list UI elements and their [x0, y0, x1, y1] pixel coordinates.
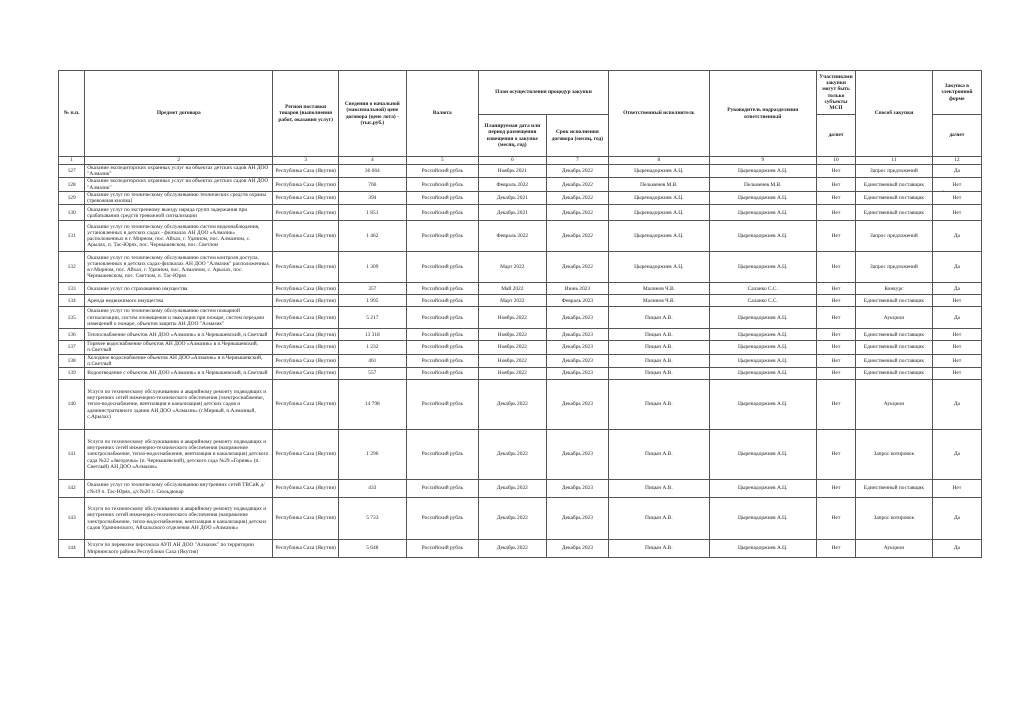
row-electronic: Нет: [932, 191, 981, 204]
row-region: Республика Саха (Якутия): [273, 295, 339, 307]
row-planned-date: Ноябрь 2021: [478, 165, 546, 178]
row-exec-term: Декабрь 2022: [546, 191, 608, 204]
row-planned-date: Декабрь 2022: [478, 480, 546, 498]
header-msp-sub: да/нет: [816, 115, 855, 157]
col-num: 3: [273, 157, 339, 165]
row-electronic: Нет: [932, 205, 981, 221]
row-msp: Нет: [816, 178, 855, 191]
row-head: Цыренадоржиев А.Ц.: [709, 341, 816, 354]
row-msp: Нет: [816, 430, 855, 480]
row-number: 132: [59, 252, 85, 283]
row-region: Республика Саха (Якутия): [273, 498, 339, 540]
row-planned-date: Декабрь 2022: [478, 430, 546, 480]
row-head: Цыренадоржиев А.Ц.: [709, 380, 816, 430]
header-electronic-sub: да/нет: [932, 115, 981, 157]
row-subject: Услуги по техническому обслуживанию и аварийному ремонту подводящих и внутренних сетей инженерно-технического обеспечения (напряжение электроснабжение, тепло-водоснабжение, вентиляция и канализация) детских садов Удачнинского, Айхальского отделения АН ДОО «Алмазик»: [85, 498, 273, 540]
row-method: Единственный поставщик: [856, 191, 933, 204]
row-responsible: Цыренадоржиев А.Ц.: [609, 165, 710, 178]
row-subject: Оказание экспедиторских охранных услуг на объектах детских садов АН ДОО "Алмазик": [85, 165, 273, 178]
row-exec-term: Декабрь 2022: [546, 205, 608, 221]
row-price: 1 296: [338, 430, 406, 480]
row-price: 14 798: [338, 380, 406, 430]
row-msp: Нет: [816, 380, 855, 430]
row-region: Республика Саха (Якутия): [273, 354, 339, 367]
row-responsible: Пельменев М.В.: [609, 178, 710, 191]
row-exec-term: Декабрь 2023: [546, 307, 608, 329]
row-method: Единственный поставщик: [856, 329, 933, 341]
table-row: [59, 380, 982, 430]
row-currency: Российский рубль: [406, 178, 478, 191]
row-electronic: Да: [932, 498, 981, 540]
table-row: [59, 221, 982, 252]
table-row: [59, 329, 982, 341]
row-region: Республика Саха (Якутия): [273, 329, 339, 341]
table-row: [59, 368, 982, 380]
row-responsible: Пицын А.В.: [609, 380, 710, 430]
row-electronic: Нет: [932, 295, 981, 307]
row-subject: Оказание услуг по техническому обслуживанию внутренних сетей ТВСиК д/с№19 п. Тас-Юрях, д/с№20 с. Сюльдюкар: [85, 480, 273, 498]
table-row: [59, 295, 982, 307]
column-numbers-row: [59, 157, 982, 165]
row-price: 5 648: [338, 540, 406, 558]
table-row: [59, 191, 982, 204]
row-method: Единственный поставщик: [856, 341, 933, 354]
table-row: [59, 341, 982, 354]
row-number: 138: [59, 354, 85, 367]
row-region: Республика Саха (Якутия): [273, 283, 339, 295]
row-electronic: Нет: [932, 368, 981, 380]
row-exec-term: Декабрь 2023: [546, 341, 608, 354]
row-planned-date: Ноябрь 2022: [478, 307, 546, 329]
header-method: Способ закупки: [856, 71, 933, 157]
row-exec-term: Декабрь 2023: [546, 354, 608, 367]
row-head: Пельменев М.В.: [709, 178, 816, 191]
table-row: [59, 430, 982, 480]
row-planned-date: Декабрь 2021: [478, 191, 546, 204]
table-row: [59, 498, 982, 540]
row-head: Цыренадоржиев А.Ц.: [709, 354, 816, 367]
row-method: Запрос предложений: [856, 165, 933, 178]
procurement-plan-table: [58, 70, 982, 558]
row-price: 1 462: [338, 221, 406, 252]
row-currency: Российский рубль: [406, 295, 478, 307]
row-method: Аукцион: [856, 380, 933, 430]
row-currency: Российский рубль: [406, 283, 478, 295]
row-subject: Горячее водоснабжение объектов АН ДОО «Алмазик» в п.Чернышевский, п.Светлый: [85, 341, 273, 354]
row-number: 143: [59, 498, 85, 540]
row-number: 130: [59, 205, 85, 221]
row-number: 131: [59, 221, 85, 252]
row-method: Аукцион: [856, 540, 933, 558]
row-region: Республика Саха (Якутия): [273, 307, 339, 329]
row-currency: Российский рубль: [406, 540, 478, 558]
header-exec-term: Срок исполнения договора (месяц, год): [546, 115, 608, 157]
row-responsible: Пицын А.В.: [609, 540, 710, 558]
row-currency: Российский рубль: [406, 380, 478, 430]
row-electronic: Нет: [932, 341, 981, 354]
row-method: Запрос котировок: [856, 430, 933, 480]
row-msp: Нет: [816, 191, 855, 204]
row-number: 135: [59, 307, 85, 329]
col-num: 4: [338, 157, 406, 165]
row-head: Цыренадоржиев А.Ц.: [709, 165, 816, 178]
row-price: 461: [338, 354, 406, 367]
row-msp: Нет: [816, 205, 855, 221]
row-method: Единственный поставщик: [856, 368, 933, 380]
header-planned-date: Планируемая дата или период размещения извещения о закупке (месяц, год): [478, 115, 546, 157]
row-method: Единственный поставщик: [856, 295, 933, 307]
procurement-plan-sheet: [58, 70, 982, 558]
header-price: Сведения о начальной (максимальной) цене договора (цене лота) - (тыс.руб.): [338, 71, 406, 157]
row-currency: Российский рубль: [406, 205, 478, 221]
col-num: 7: [546, 157, 608, 165]
row-head: Саланко С.С.: [709, 283, 816, 295]
header-region: Регион поставки товаров (выполнения работ, оказания услуг): [273, 71, 339, 157]
row-responsible: Пицын А.В.: [609, 354, 710, 367]
row-region: Республика Саха (Якутия): [273, 252, 339, 283]
row-currency: Российский рубль: [406, 368, 478, 380]
table-row: [59, 480, 982, 498]
row-subject: Оказание услуг по техническому обслуживанию систем пожарной сигнализации, систем оповещения и эвакуации при пожаре, систем передачи извещений о пожаре, объектов защиты АН ДОО "Алмазик": [85, 307, 273, 329]
row-subject: Холодное водоснабжение объектов АН ДОО «Алмазик» в п.Чернышевский, п.Светлый: [85, 354, 273, 367]
header-electronic: Закупка в электронной форме: [932, 71, 981, 115]
row-method: Единственный поставщик: [856, 178, 933, 191]
row-subject: Оказание услуг по экстренному выезду наряда групп задержания при срабатывании средств тревожной сигнализации: [85, 205, 273, 221]
row-responsible: Пицын А.В.: [609, 368, 710, 380]
row-head: Цыренадоржиев А.Ц.: [709, 221, 816, 252]
row-responsible: Малинов Ч.В.: [609, 283, 710, 295]
row-head: Цыренадоржиев А.Ц.: [709, 540, 816, 558]
row-electronic: Да: [932, 283, 981, 295]
row-planned-date: Декабрь 2021: [478, 205, 546, 221]
row-subject: Аренда недвижимого имущества: [85, 295, 273, 307]
row-exec-term: Декабрь 2023: [546, 430, 608, 480]
table-row: [59, 178, 982, 191]
col-num: 11: [856, 157, 933, 165]
table-header: [59, 71, 982, 165]
row-number: 140: [59, 380, 85, 430]
row-responsible: Пицын А.В.: [609, 307, 710, 329]
row-exec-term: Декабрь 2023: [546, 368, 608, 380]
row-electronic: Да: [932, 165, 981, 178]
row-head: Цыренадоржиев А.Ц.: [709, 498, 816, 540]
row-subject: Оказание услуг по техническому обслуживанию систем контроля доступа, установленных в детских садах-филиалах АН ДОО "Алмазик" расположенных в г.Мирном, пос. Айхал, г. Удачном, пос. Алмазном, с. Арылах, пос. Чернышевском, пос. Светлом, п. Тас-Юрях: [85, 252, 273, 283]
row-region: Республика Саха (Якутия): [273, 380, 339, 430]
row-electronic: Нет: [932, 178, 981, 191]
col-num: 12: [932, 157, 981, 165]
row-planned-date: Декабрь 2022: [478, 540, 546, 558]
row-msp: Нет: [816, 354, 855, 367]
row-planned-date: Февраль 2022: [478, 178, 546, 191]
row-method: Запрос предложений: [856, 221, 933, 252]
row-subject: Водоотведение с объектов АН ДОО «Алмазик» в п.Чернышевский, п.Светлый: [85, 368, 273, 380]
row-method: Конкурс: [856, 283, 933, 295]
header-msp: Участниками закупки могут быть только субъекты МСП: [816, 71, 855, 115]
row-region: Республика Саха (Якутия): [273, 368, 339, 380]
table-row: [59, 165, 982, 178]
row-msp: Нет: [816, 498, 855, 540]
row-planned-date: Декабрь 2022: [478, 380, 546, 430]
row-responsible: Пицын А.В.: [609, 430, 710, 480]
row-currency: Российский рубль: [406, 498, 478, 540]
col-num: 8: [609, 157, 710, 165]
col-num: 2: [85, 157, 273, 165]
row-msp: Нет: [816, 329, 855, 341]
row-exec-term: Февраль 2023: [546, 295, 608, 307]
col-num: 1: [59, 157, 85, 165]
row-exec-term: Декабрь 2022: [546, 165, 608, 178]
row-planned-date: Ноябрь 2022: [478, 368, 546, 380]
row-number: 141: [59, 430, 85, 480]
row-responsible: Пицын А.В.: [609, 498, 710, 540]
row-exec-term: Декабрь 2023: [546, 480, 608, 498]
row-msp: Нет: [816, 341, 855, 354]
row-subject: Теплоснабжение объектов АН ДОО «Алмазик» в п.Чернышевский, п.Светлый: [85, 329, 273, 341]
row-subject: Оказание услуг по техническому обслуживанию технических средств охраны (тревожная кнопка): [85, 191, 273, 204]
row-method: Единственный поставщик: [856, 480, 933, 498]
row-head: Цыренадоржиев А.Ц.: [709, 329, 816, 341]
row-currency: Российский рубль: [406, 307, 478, 329]
row-number: 128: [59, 178, 85, 191]
row-planned-date: Март 2022: [478, 252, 546, 283]
row-exec-term: Декабрь 2022: [546, 221, 608, 252]
row-electronic: Да: [932, 540, 981, 558]
row-msp: Нет: [816, 283, 855, 295]
row-planned-date: Ноябрь 2022: [478, 329, 546, 341]
row-price: 5 217: [338, 307, 406, 329]
row-electronic: Да: [932, 221, 981, 252]
table-row: [59, 540, 982, 558]
row-msp: Нет: [816, 307, 855, 329]
row-head: Цыренадоржиев А.Ц.: [709, 252, 816, 283]
row-electronic: Да: [932, 380, 981, 430]
row-exec-term: Декабрь 2023: [546, 329, 608, 341]
row-region: Республика Саха (Якутия): [273, 191, 339, 204]
row-method: Запрос котировок: [856, 498, 933, 540]
row-planned-date: Февраль 2022: [478, 221, 546, 252]
row-region: Республика Саха (Якутия): [273, 205, 339, 221]
row-price: 1 309: [338, 252, 406, 283]
table-row: [59, 283, 982, 295]
row-planned-date: Ноябрь 2022: [478, 341, 546, 354]
row-exec-term: Декабрь 2022: [546, 178, 608, 191]
row-head: Цыренадоржиев А.Ц.: [709, 430, 816, 480]
row-electronic: Нет: [932, 329, 981, 341]
row-subject: Услуги по техническому обслуживанию и аварийному ремонту подводящих и внутренних сетей инженерно-технического обеспечения (напряжение электроснабжение, тепло-водоснабжение, вентиляция и канализация) детского сада №22 «Звездочка» (п. Чернышевский), детского сада №29 «Горняк» (п. Светлый) АН ДОО «Алмазик»: [85, 430, 273, 480]
row-price: 1 995: [338, 295, 406, 307]
row-msp: Нет: [816, 221, 855, 252]
row-exec-term: Декабрь 2022: [546, 252, 608, 283]
table-row: [59, 354, 982, 367]
row-region: Республика Саха (Якутия): [273, 480, 339, 498]
row-msp: Нет: [816, 252, 855, 283]
row-exec-term: Декабрь 2023: [546, 498, 608, 540]
header-plan-group: План осуществления процедур закупки: [478, 71, 608, 115]
row-head: Цыренадоржиев А.Ц.: [709, 191, 816, 204]
col-num: 10: [816, 157, 855, 165]
row-responsible: Пицын А.В.: [609, 329, 710, 341]
row-currency: Российский рубль: [406, 430, 478, 480]
row-planned-date: Март 2022: [478, 295, 546, 307]
row-msp: Нет: [816, 480, 855, 498]
row-number: 136: [59, 329, 85, 341]
row-electronic: Да: [932, 252, 981, 283]
row-number: 134: [59, 295, 85, 307]
row-region: Республика Саха (Якутия): [273, 221, 339, 252]
row-exec-term: Июнь 2023: [546, 283, 608, 295]
row-method: Единственный поставщик: [856, 354, 933, 367]
row-number: 137: [59, 341, 85, 354]
row-price: 766: [338, 178, 406, 191]
row-msp: Нет: [816, 295, 855, 307]
table-row: [59, 307, 982, 329]
row-number: 144: [59, 540, 85, 558]
row-currency: Российский рубль: [406, 252, 478, 283]
row-currency: Российский рубль: [406, 341, 478, 354]
row-region: Республика Саха (Якутия): [273, 165, 339, 178]
table-row: [59, 252, 982, 283]
col-num: 9: [709, 157, 816, 165]
row-price: 1 232: [338, 341, 406, 354]
row-currency: Российский рубль: [406, 221, 478, 252]
table-body: [59, 165, 982, 558]
row-head: Цыренадоржиев А.Ц.: [709, 480, 816, 498]
row-number: 133: [59, 283, 85, 295]
header-head: Руководитель подразделения ответственный: [709, 71, 816, 157]
row-region: Республика Саха (Якутия): [273, 178, 339, 191]
row-exec-term: Декабрь 2023: [546, 380, 608, 430]
row-responsible: Цыренадоржиев А.Ц.: [609, 191, 710, 204]
row-responsible: Цыренадоржиев А.Ц.: [609, 221, 710, 252]
row-number: 142: [59, 480, 85, 498]
row-method: Запрос предложений: [856, 252, 933, 283]
header-num: № п.п.: [59, 71, 85, 157]
row-price: 394: [338, 191, 406, 204]
row-region: Республика Саха (Якутия): [273, 341, 339, 354]
row-number: 129: [59, 191, 85, 204]
row-responsible: Малинов Ч.В.: [609, 295, 710, 307]
row-subject: Оказание экспедиторских охранных услуг на объектах детских садов АН ДОО "Алмазик": [85, 178, 273, 191]
row-planned-date: Ноябрь 2022: [478, 354, 546, 367]
row-region: Республика Саха (Якутия): [273, 540, 339, 558]
row-head: Саланко С.С.: [709, 295, 816, 307]
row-number: 139: [59, 368, 85, 380]
col-num: 5: [406, 157, 478, 165]
row-currency: Российский рубль: [406, 191, 478, 204]
row-currency: Российский рубль: [406, 354, 478, 367]
row-planned-date: Декабрь 2022: [478, 498, 546, 540]
row-responsible: Цыренадоржиев А.Ц.: [609, 205, 710, 221]
row-currency: Российский рубль: [406, 329, 478, 341]
header-responsible: Ответственный исполнитель: [609, 71, 710, 157]
row-price: 557: [338, 368, 406, 380]
row-msp: Нет: [816, 165, 855, 178]
row-msp: Нет: [816, 368, 855, 380]
row-method: Аукцион: [856, 307, 933, 329]
row-head: Цыренадоржиев А.Ц.: [709, 205, 816, 221]
col-num: 6: [478, 157, 546, 165]
row-number: 127: [59, 165, 85, 178]
table-row: [59, 205, 982, 221]
row-subject: Оказание услуг по техническому обслуживанию систем видеонаблюдения, установленных в детских садах - филиалах АН ДОО «Алмазик» расположенных в г. Мирном, пос. Айхал, г. Удачном, пос. Алмазном, с. Арылах, п. Тас-Юрях, пос. Чернышевском, пос. Светлом: [85, 221, 273, 252]
row-price: 13 318: [338, 329, 406, 341]
row-currency: Российский рубль: [406, 480, 478, 498]
row-currency: Российский рубль: [406, 165, 478, 178]
row-responsible: Пицын А.В.: [609, 480, 710, 498]
row-exec-term: Декабрь 2023: [546, 540, 608, 558]
row-price: 36 664: [338, 165, 406, 178]
header-currency: Валюта: [406, 71, 478, 157]
row-head: Цыренадоржиев А.Ц.: [709, 307, 816, 329]
row-electronic: Да: [932, 307, 981, 329]
row-responsible: Пицын А.В.: [609, 341, 710, 354]
header-subject: Предмет договора: [85, 71, 273, 157]
row-subject: Услуги по техническому обслуживанию и аварийному ремонту подводящих и внутренних сетей инженерно-технического обеспечения (электроснабжение, тепло-водоснабжение, вентиляция и канализация) детских садов и административного здания АН ДОО «Алмазик» (г.Мирный, п.Алмазный, с.Арылах): [85, 380, 273, 430]
row-subject: Услуги по перевозке персонала АУП АН ДОО "Алмазик" по территории Мирнинского района Республики Саха (Якутия): [85, 540, 273, 558]
row-price: 357: [338, 283, 406, 295]
row-electronic: Нет: [932, 354, 981, 367]
row-price: 433: [338, 480, 406, 498]
row-subject: Оказание услуг по страхованию имущества: [85, 283, 273, 295]
row-electronic: Да: [932, 430, 981, 480]
row-responsible: Цыренадоржиев А.Ц.: [609, 252, 710, 283]
row-electronic: Нет: [932, 480, 981, 498]
row-method: Единственный поставщик: [856, 205, 933, 221]
row-price: 5 733: [338, 498, 406, 540]
row-head: Цыренадоржиев А.Ц.: [709, 368, 816, 380]
row-msp: Нет: [816, 540, 855, 558]
row-region: Республика Саха (Якутия): [273, 430, 339, 480]
row-price: 1 851: [338, 205, 406, 221]
row-planned-date: Май 2022: [478, 283, 546, 295]
